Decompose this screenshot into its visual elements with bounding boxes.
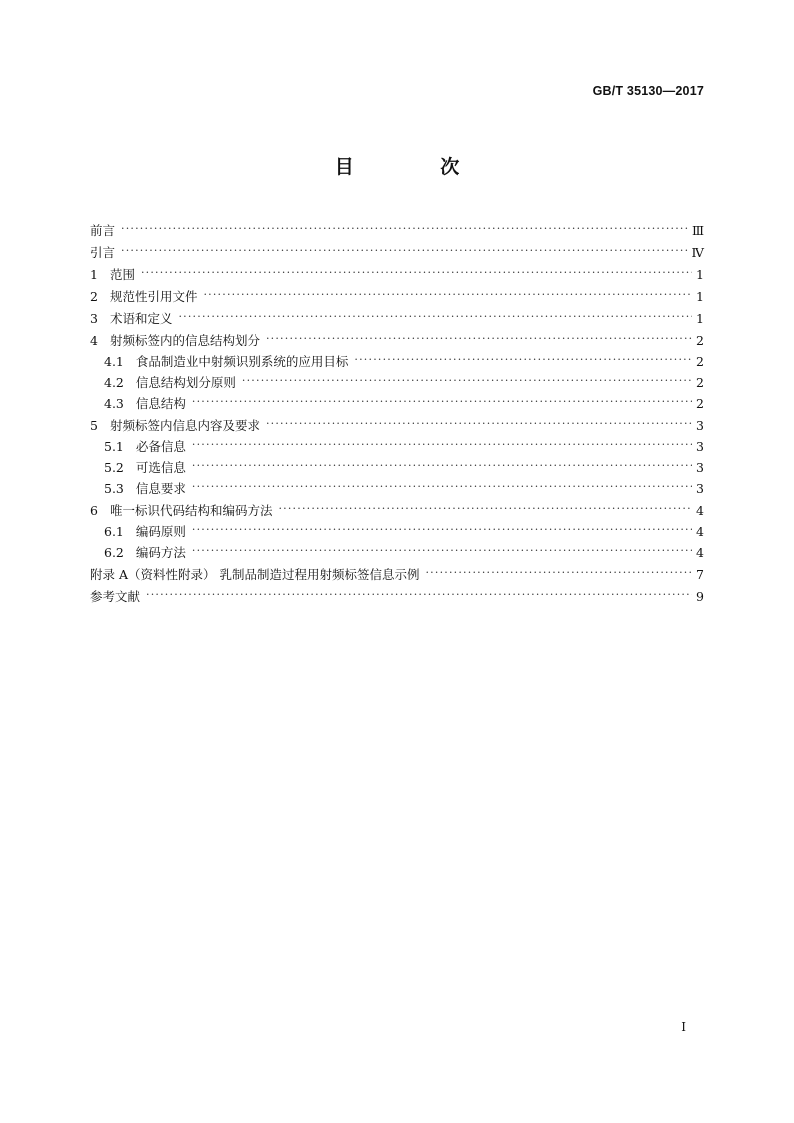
toc-entry-text: 必备信息 bbox=[135, 439, 186, 454]
toc-entry-page: 3 bbox=[696, 481, 704, 496]
toc-leader-dots bbox=[242, 373, 692, 388]
toc-entry-page: Ⅳ bbox=[691, 245, 704, 260]
toc-entry-text: 规范性引用文件 bbox=[109, 289, 198, 304]
toc-entry[interactable] bbox=[90, 326, 704, 348]
toc-entry-label bbox=[90, 354, 354, 369]
toc-leader-dots bbox=[192, 522, 692, 537]
toc-entry-number: 4 bbox=[90, 333, 98, 348]
toc-entry-label bbox=[90, 439, 192, 454]
toc-leader-dots bbox=[192, 543, 692, 558]
toc-entry-text: 前言 bbox=[90, 223, 116, 238]
toc-leader-dots bbox=[121, 243, 687, 258]
toc-leader-dots bbox=[121, 221, 688, 236]
toc-entry[interactable] bbox=[90, 411, 704, 433]
toc-entry-label bbox=[90, 481, 192, 496]
toc-entry[interactable] bbox=[90, 539, 704, 560]
toc-entry-number: 2 bbox=[90, 289, 98, 304]
toc-entry-label bbox=[90, 289, 203, 304]
toc-entry-text: 信息结构划分原则 bbox=[135, 375, 236, 390]
toc-entry-number: 1 bbox=[90, 267, 98, 282]
toc-entry-label bbox=[90, 267, 141, 282]
toc-entry[interactable] bbox=[90, 304, 704, 326]
toc-entry-text: 信息要求 bbox=[135, 481, 186, 496]
toc-entry-label bbox=[90, 460, 192, 475]
toc-entry-text: 参考文献 bbox=[90, 589, 141, 604]
toc-entry-label bbox=[90, 589, 146, 604]
toc-entry-text: 范围 bbox=[109, 267, 135, 282]
toc-entry-page: 1 bbox=[696, 267, 704, 282]
toc-entry[interactable] bbox=[90, 560, 704, 582]
toc-entry-number: 4.1 bbox=[104, 354, 124, 369]
toc-entry[interactable] bbox=[90, 518, 704, 539]
toc-entry[interactable] bbox=[90, 390, 704, 411]
toc-entry[interactable] bbox=[90, 216, 704, 238]
toc-entry-number: 6.1 bbox=[104, 524, 124, 539]
toc-entry-text: 引言 bbox=[90, 245, 116, 260]
toc-entry-label bbox=[90, 311, 178, 326]
toc-entry-number: 4.3 bbox=[104, 396, 124, 411]
toc-entry-number: 6.2 bbox=[104, 545, 124, 560]
toc-entry-text: 射频标签内信息内容及要求 bbox=[109, 418, 260, 433]
toc-entry-label bbox=[90, 503, 278, 518]
toc-entry[interactable] bbox=[90, 238, 704, 260]
toc-entry-number: 5.2 bbox=[104, 460, 124, 475]
toc-entry[interactable] bbox=[90, 454, 704, 475]
toc-entry-page: 1 bbox=[696, 311, 704, 326]
toc-entry-text: 射频标签内的信息结构划分 bbox=[109, 333, 260, 348]
toc-entry[interactable] bbox=[90, 348, 704, 369]
toc-entry-label bbox=[90, 333, 266, 348]
toc-leader-dots bbox=[266, 331, 692, 346]
toc-leader-dots bbox=[141, 265, 692, 280]
toc-leader-dots bbox=[178, 309, 692, 324]
toc-leader-dots bbox=[146, 587, 692, 602]
toc-entry-label bbox=[90, 524, 192, 539]
page-number: Ⅰ bbox=[681, 1020, 686, 1034]
table-of-contents bbox=[90, 216, 704, 604]
toc-entry[interactable] bbox=[90, 433, 704, 454]
toc-leader-dots bbox=[192, 394, 692, 409]
toc-leader-dots bbox=[203, 287, 692, 302]
toc-leader-dots bbox=[425, 565, 692, 580]
toc-entry-page: Ⅲ bbox=[691, 223, 704, 238]
toc-entry[interactable] bbox=[90, 260, 704, 282]
toc-entry-number: 5.3 bbox=[104, 481, 124, 496]
toc-entry-label bbox=[90, 545, 192, 560]
toc-entry-text: 编码原则 bbox=[135, 524, 186, 539]
toc-leader-dots bbox=[192, 437, 692, 452]
toc-entry-text: 编码方法 bbox=[135, 545, 186, 560]
toc-entry[interactable] bbox=[90, 582, 704, 604]
toc-leader-dots bbox=[354, 352, 692, 367]
toc-leader-dots bbox=[192, 458, 692, 473]
toc-entry-page: 2 bbox=[696, 375, 704, 390]
toc-entry-label bbox=[90, 375, 242, 390]
toc-entry-page: 2 bbox=[696, 333, 704, 348]
toc-leader-dots bbox=[266, 416, 692, 431]
toc-entry-text: 可选信息 bbox=[135, 460, 186, 475]
toc-entry-page: 3 bbox=[696, 439, 704, 454]
toc-entry-text: 术语和定义 bbox=[109, 311, 173, 326]
toc-entry-page: 4 bbox=[696, 545, 704, 560]
toc-entry-label bbox=[90, 418, 266, 433]
toc-entry-page: 4 bbox=[696, 524, 704, 539]
toc-entry-page: 4 bbox=[696, 503, 704, 518]
toc-entry-page: 7 bbox=[696, 567, 704, 582]
toc-entry-number: 5 bbox=[90, 418, 98, 433]
toc-entry-page: 3 bbox=[696, 418, 704, 433]
toc-entry-page: 1 bbox=[696, 289, 704, 304]
toc-entry-number: 5.1 bbox=[104, 439, 124, 454]
toc-entry-label bbox=[90, 245, 121, 260]
toc-entry-label bbox=[90, 396, 192, 411]
toc-entry-text: 食品制造业中射频识别系统的应用目标 bbox=[135, 354, 349, 369]
toc-entry-label bbox=[90, 567, 425, 582]
standard-code: GB/T 35130—2017 bbox=[592, 84, 704, 98]
toc-entry-page: 2 bbox=[696, 354, 704, 369]
toc-entry-number: 3 bbox=[90, 311, 98, 326]
toc-entry[interactable] bbox=[90, 496, 704, 518]
toc-entry-number: 4.2 bbox=[104, 375, 124, 390]
toc-entry-label bbox=[90, 223, 121, 238]
toc-entry[interactable] bbox=[90, 282, 704, 304]
toc-entry-page: 2 bbox=[696, 396, 704, 411]
page-title: 目 次 bbox=[334, 156, 500, 178]
toc-entry-text: 附录 A（资料性附录） 乳制品制造过程用射频标签信息示例 bbox=[90, 567, 420, 582]
toc-entry[interactable] bbox=[90, 475, 704, 496]
toc-leader-dots bbox=[278, 501, 692, 516]
toc-leader-dots bbox=[192, 479, 692, 494]
toc-entry-number: 6 bbox=[90, 503, 98, 518]
toc-entry[interactable] bbox=[90, 369, 704, 390]
toc-entry-page: 9 bbox=[696, 589, 704, 604]
toc-entry-text: 信息结构 bbox=[135, 396, 186, 411]
toc-entry-page: 3 bbox=[696, 460, 704, 475]
toc-entry-text: 唯一标识代码结构和编码方法 bbox=[109, 503, 273, 518]
